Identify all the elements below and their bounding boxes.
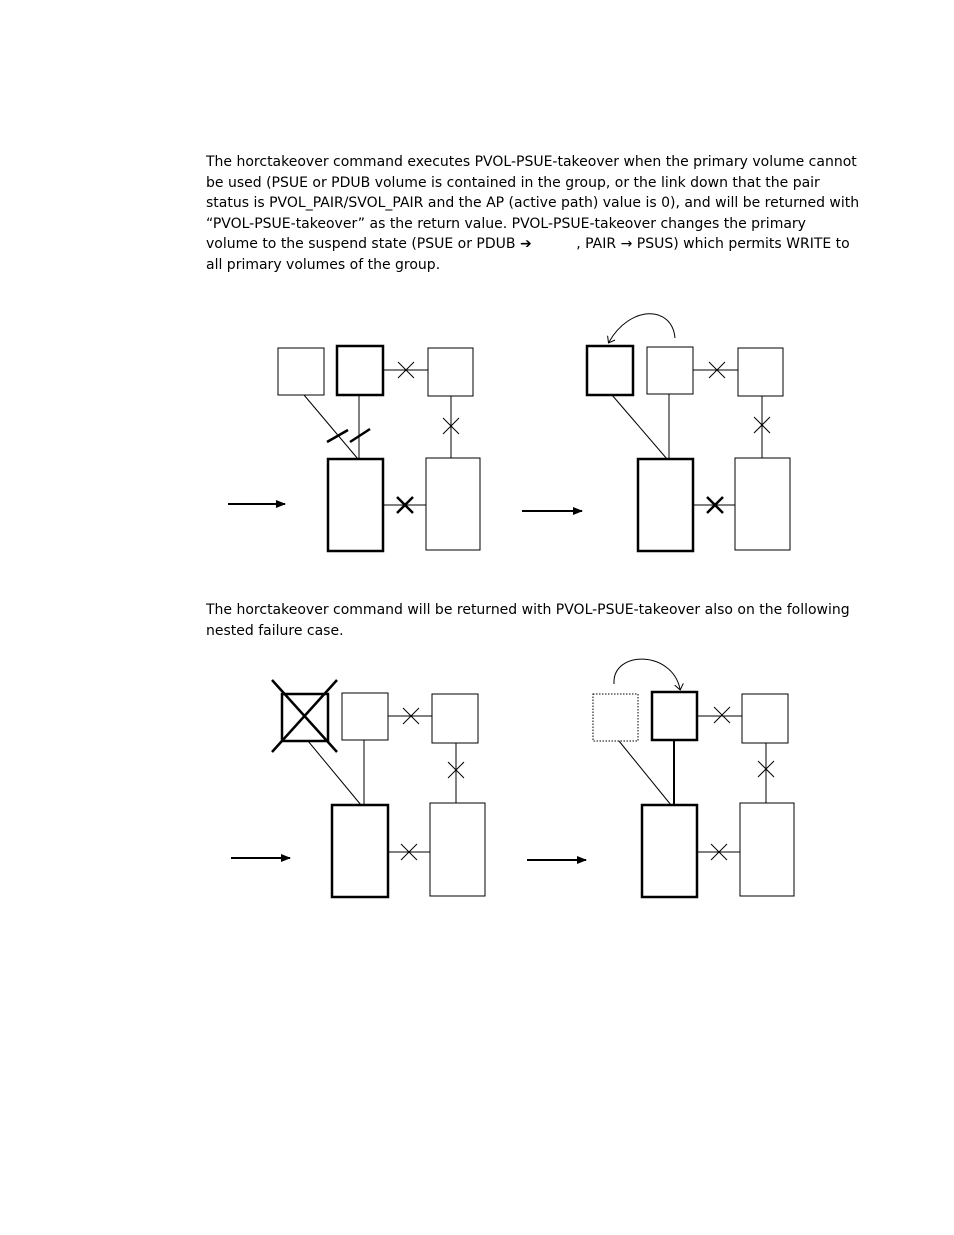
secondary-volume-box bbox=[426, 458, 480, 550]
inactive-volume-box bbox=[593, 694, 638, 741]
right-arrow-icon: → bbox=[620, 236, 633, 252]
volume-box bbox=[278, 348, 324, 395]
primary-volume-box bbox=[638, 459, 693, 551]
diagram-1-before bbox=[228, 346, 480, 551]
primary-volume-box bbox=[642, 805, 697, 897]
primary-volume-box bbox=[332, 805, 388, 897]
volume-box bbox=[432, 694, 478, 743]
primary-volume-box bbox=[328, 459, 383, 551]
volume-box bbox=[337, 346, 383, 395]
curved-arrow-icon bbox=[614, 659, 680, 689]
link-break-icon bbox=[327, 430, 348, 442]
diagram-2-after bbox=[527, 659, 794, 897]
volume-box bbox=[738, 348, 783, 396]
secondary-volume-box bbox=[430, 803, 485, 896]
volume-box bbox=[652, 692, 697, 740]
volume-box bbox=[587, 346, 633, 395]
intro-text-part1: The horctakeover command executes PVOL-PSUE-takeover when the primary volume cannot be used (PSUE or PDUB volume is contained in the group, or the link down that the pair status is PVOL_PAIR/SVOL_PAIR and the AP (active path) value is 0), and will be returned with “PVOL-PSUE-takeover” as the return value. PVOL-PSUE-takeover changes the primary volume to the suspend state (PSUE or PDUB bbox=[206, 154, 860, 252]
intro-text-part3: PSUS) which permits WRITE to all primary volumes of the group. bbox=[206, 236, 850, 273]
volume-box bbox=[742, 694, 788, 743]
secondary-volume-box bbox=[735, 458, 790, 550]
nested-failure-paragraph: The horctakeover command will be returned with PVOL-PSUE-takeover also on the following nested failure case. bbox=[206, 602, 850, 639]
diagram-1-after bbox=[522, 314, 790, 551]
link-down-x-icon bbox=[714, 707, 730, 723]
curved-arrow-icon bbox=[609, 314, 675, 342]
volume-box bbox=[342, 693, 388, 740]
secondary-volume-box bbox=[740, 803, 794, 896]
volume-box bbox=[647, 347, 693, 394]
right-arrow-icon: ➔ bbox=[519, 236, 532, 252]
intro-text-part2: , PAIR bbox=[576, 236, 617, 252]
diagram-2-before bbox=[231, 680, 485, 897]
link-break-icon bbox=[350, 429, 370, 442]
volume-box bbox=[428, 348, 473, 396]
